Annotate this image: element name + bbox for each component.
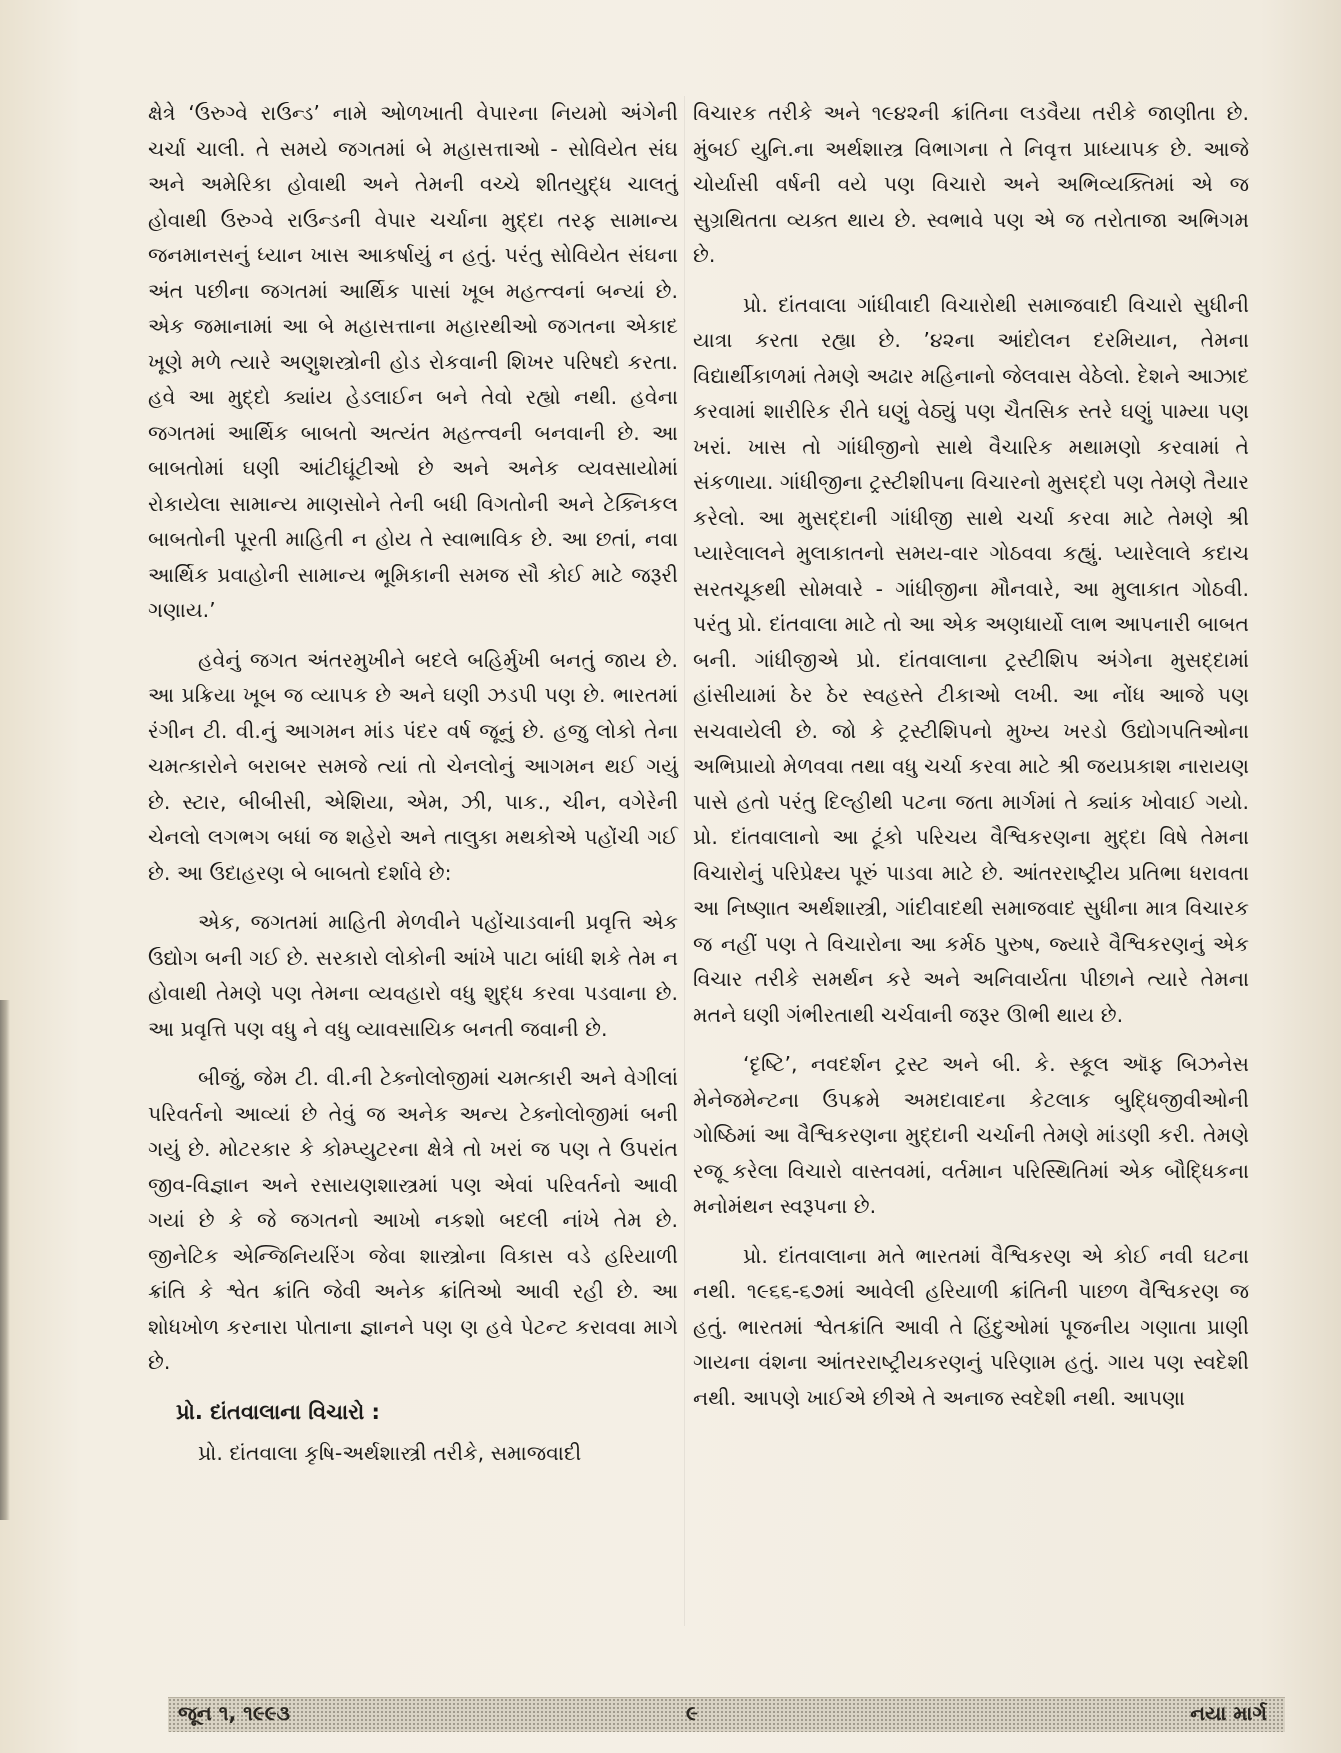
page-footer [168,1697,1285,1732]
paragraph: એક, જગતમાં માહિતી મેળવીને પહોંચાડવાની પ્રવૃત્તિ એક ઉદ્યોગ બની ગઈ છે. સરકારો લોકોની આંખે પાટા બાંધી શકે તેમ ન હોવાથી તેમણે પણ તેમના વ્યવહારો વધુ શુદ્ધ કરવા પડવાના છે. આ પ્રવૃત્તિ પણ વધુ ને વધુ વ્યાવસાયિક બનતી જવાની છે. [148,910,678,1041]
paragraph: પ્રો. દાંતવાલા કૃષિ-અર્થશાસ્ત્રી તરીકે, સમાજવાદી [198,1441,582,1465]
magazine-name: નયા માર્ગ [1190,1701,1267,1725]
section-heading: પ્રો. દાંતવાલાના વિચારો : [176,1399,380,1424]
paragraph: વિચારક તરીકે અને ૧૯૪૨ની ક્રાંતિના લડવૈયા તરીકે જાણીતા છે. મુંબઈ યુનિ.ના અર્થશાસ્ત્ર વિભાગના તે નિવૃત્ત પ્રાધ્યાપક છે. આજે ચોર્યાસી વર્ષની વયે પણ વિચારો અને અભિવ્યક્તિમાં એ જ સુગ્રથિતતા વ્યક્ત થાય છે. સ્વભાવે પણ એ જ તરોતાજા અભિગમ છે. [693,101,1249,267]
paragraph: પ્રો. દાંતવાલા ગાંધીવાદી વિચારોથી સમાજવાદી વિચારો સુધીની યાત્રા કરતા રહ્યા છે. ’૪૨ના આંદોલન દરમિયાન, તેમના વિદ્યાર્થીકાળમાં તેમણે અઢાર મહિનાનો જેલવાસ વેઠેલો. દેશને આઝાદ કરવામાં શારીરિક રીતે ઘણું વેઠ્યું પણ ચૈતસિક સ્તરે ઘણું પામ્યા પણ ખરાં. ખાસ તો ગાંધીજીનો સાથે વૈચારિક મથામણો કરવામાં તે સંકળાયા. ગાંધીજીના ટ્રસ્ટીશીપના વિચારનો મુસદ્દો પણ તેમણે તૈયાર કરેલો. આ મુસદ્દાની ગાંધીજી સાથે ચર્ચા કરવા માટે તેમણે શ્રી પ્યારેલાલને મુલાકાતનો સમય-વાર ગોઠવવા કહ્યું. પ્યારેલાલે કદાચ સરતચૂકથી સોમવારે - ગાંધીજીના મૌનવારે, આ મુલાકાત ગોઠવી. પરંતુ પ્રો. દાંતવાલા માટે તો આ એક અણધાર્યો લાભ આપનારી બાબત બની. ગાંધીજીએ પ્રો. દાંતવાલાના ટ્રસ્ટીશિપ અંગેના મુસદ્દામાં હાંસીયામાં ઠેર ઠેર સ્વહસ્તે ટીકાઓ લખી. આ નોંધ આજે પણ સચવાયેલી છે. જો કે ટ્રસ્ટીશિપનો મુખ્ય ખરડો ઉદ્યોગપતિઓના અભિપ્રાયો મેળવવા તથા વધુ ચર્ચા કરવા માટે શ્રી જયપ્રકાશ નારાયણ પાસે હતો પરંતુ દિલ્હીથી પટના જતા માર્ગમાં તે ક્યાંક ખોવાઈ ગયો. પ્રો. દાંતવાલાનો આ ટૂંકો પરિચય વૈશ્વિકરણના મુદ્દા વિષે તેમના વિચારોનું પરિપ્રેક્ષ્ય પૂરું પાડવા માટે છે. આંતરરાષ્ટ્રીય પ્રતિભા ધરાવતા આ નિષ્ણાત અર્થશાસ્ત્રી, ગાંદીવાદથી સમાજવાદ સુધીના માત્ર વિચારક જ નહીં પણ તે વિચારોના આ કર્મઠ પુરુષ, જ્યારે વૈશ્વિકરણનું એક વિચાર તરીકે સમર્થન કરે અને અનિવાર્યતા પીછાને ત્યારે તેમના મતને ઘણી ગંભીરતાથી ચર્ચવાની જરૂર ઊભી થાય છે. [693,292,1249,1027]
left-column [148,96,678,1486]
right-column [693,96,1249,1430]
paragraph: પ્રો. દાંતવાલાના મતે ભારતમાં વૈશ્વિકરણ એ કોઈ નવી ઘટના નથી. ૧૯૬૬-૬૭માં આવેલી હરિયાળી ક્રાંતિની પાછળ વૈશ્વિકરણ જ હતું. ભારતમાં શ્વેતક્રાંતિ આવી તે હિંદુઓમાં પૂજનીય ગણાતા પ્રાણી ગાયના વંશના આંતરરાષ્ટ્રીયકરણનું પરિણામ હતું. ગાય પણ સ્વદેશી નથી. આપણે ખાઈએ છીએ તે અનાજ સ્વદેશી નથી. આપણા [693,1243,1249,1410]
binding-shadow [0,1000,10,1520]
paragraph: બીજું, જેમ ટી. વી.ની ટેક્નોલોજીમાં ચમત્કારી અને વેગીલાં પરિવર્તનો આવ્યાં છે તેવું જ અનેક અન્ય ટેક્નોલોજીમાં બની ગયું છે. મોટરકાર કે કોમ્પ્યુટરના ક્ષેત્રે તો ખરાં જ પણ તે ઉપરાંત જીવ-વિજ્ઞાન અને રસાયણશાસ્ત્રમાં પણ એવાં પરિવર્તનો આવી ગયાં છે કે જે જગતનો આખો નકશો બદલી નાંખે તેમ છે. જીનેટિક એન્જિનિયરિંગ જેવા શાસ્ત્રોના વિકાસ વડે હરિયાળી ક્રાંતિ કે શ્વેત ક્રાંતિ જેવી અનેક ક્રાંતિઓ આવી રહી છે. આ શોધખોળ કરનારા પોતાના જ્ઞાનને પણ ણ હવે પેટન્ટ કરાવવા માગે છે. [148,1066,678,1374]
footer-date: જૂન ૧, ૧૯૯૩ [178,1701,290,1725]
paragraph: હવેનું જગત અંતરમુખીને બદલે બહિર્મુખી બનતું જાય છે. આ પ્રક્રિયા ખૂબ જ વ્યાપક છે અને ઘણી ઝડપી પણ છે. ભારતમાં રંગીન ટી. વી.નું આગમન માંડ પંદર વર્ષ જૂનું છે. હજુ લોકો તેના ચમત્કારોને બરાબર સમજે ત્યાં તો ચેનલોનું આગમન થઈ ગયું છે. સ્ટાર, બીબીસી, એશિયા, એમ, ઝી, પાક., ચીન, વગેરેની ચેનલો લગભગ બધાં જ શહેરો અને તાલુકા મથકોએ પહોંચી ગઈ છે. આ ઉદાહરણ બે બાબતો દર્શાવે છે: [148,647,678,885]
paragraph: ‘દૃષ્ટિ’, નવદર્શન ટ્રસ્ટ અને બી. કે. સ્કૂલ ઑફ બિઝનેસ મેનેજમેન્ટના ઉપક્રમે અમદાવાદના કેટલાક બુદ્ધિજીવીઓની ગોષ્ઠિમાં આ વૈશ્વિકરણના મુદ્દાની ચર્ચાની તેમણે માંડણી કરી. તેમણે રજૂ કરેલા વિચારો વાસ્તવમાં, વર્તમાન પરિસ્થિતિમાં એક બૌદ્ધિકના મનોમંથન સ્વરૂપના છે. [693,1052,1249,1218]
page-number: ૯ [686,1701,698,1725]
column-divider [684,96,685,1626]
paragraph: ક્ષેત્રે ‘ઉરુગ્વે રાઉન્ડ’ નામે ઓળખાતી વેપારના નિયમો અંગેની ચર્ચા ચાલી. તે સમયે જગતમાં બે મહાસત્તાઓ - સોવિયેત સંઘ અને અમેરિકા હોવાથી અને તેમની વચ્ચે શીતયુદ્ધ ચાલતું હોવાથી ઉરુગ્વે રાઉન્ડની વેપાર ચર્ચાના મુદ્દા તરફ સામાન્ય જનમાનસનું ધ્યાન ખાસ આકર્ષાયું ન હતું. પરંતુ સોવિયેત સંઘના અંત પછીના જગતમાં આર્થિક પાસાં ખૂબ મહત્ત્વનાં બન્યાં છે. એક જમાનામાં આ બે મહાસત્તાના મહારથીઓ જગતના એકાદ ખૂણે મળે ત્યારે અણુશસ્ત્રોની હોડ રોકવાની શિખર પરિષદો કરતા. હવે આ મુદ્દો ક્યાંય હેડલાઈન બને તેવો રહ્યો નથી. હવેના જગતમાં આર્થિક બાબતો અત્યંત મહત્ત્વની બનવાની છે. આ બાબતોમાં ઘણી આંટીઘૂંટીઓ છે અને અનેક વ્યવસાયોમાં રોકાયેલા સામાન્ય માણસોને તેની બધી વિગતોની અને ટેક્નિકલ બાબતોની પૂરતી માહિતી ન હોય તે સ્વાભાવિક છે. આ છતાં, નવા આર્થિક પ્રવાહોની સામાન્ય ભૂમિકાની સમજ સૌ કોઈ માટે જરૂરી ગણાય.’ [148,101,678,622]
